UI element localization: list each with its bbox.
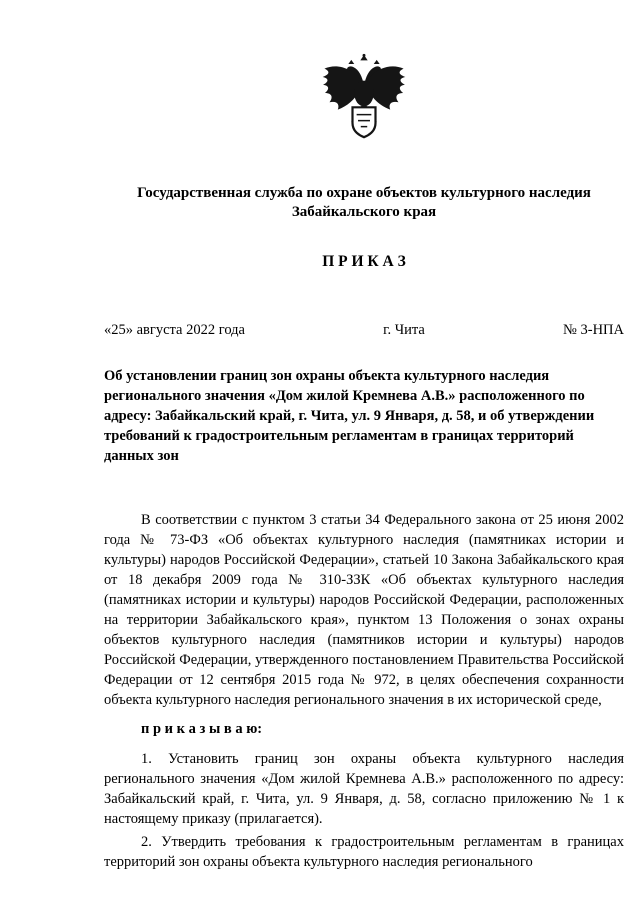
resolution-word: п р и к а з ы в а ю:	[141, 721, 263, 737]
coat-of-arms-icon	[318, 52, 410, 158]
order-item-1: 1. Установить границ зон охраны объекта культурного наследия регионального значения «Дом жилой Кремнева А.В.» расположенного по адресу: Забайкальский край, г. Чита, ул. 9 Января, д. 58, согласно приложению № 1 к настоящему приказу (прилагается).	[104, 751, 624, 827]
order-item-2: 2. Утвердить требования к градостроительным регламентам в границах территорий зон охраны объекта культурного наследия регионального	[104, 834, 624, 870]
doc-type-title: П Р И К А З	[322, 253, 406, 270]
doc-number: № 3-НПА	[563, 322, 624, 338]
preamble-paragraph: В соответствии с пунктом 3 статьи 34 Федерального закона от 25 июня 2002 года № 73-ФЗ «Об объектах культурного наследия (памятниках истории и культуры) народов Российской Федерации», статьей 10 Закона Забайкальского края от 18 декабря 2009 года № 310-ЗЗК «Об объектах культурного наследия (памятниках истории и культуры) народов Российской Федерации, расположенных на территории Забайкальского края», пунктом 13 Положения о зонах охраны объектов культурного наследия (памятников истории и культуры) народов Российской Федерации, утвержденного постановлением Правительства Российской Федерации от 12 сентября 2015 года № 972, в целях обеспечения сохранности объекта культурного наследия регионального значения в их исторической среде,	[104, 512, 624, 708]
date-line	[104, 320, 624, 340]
doc-city: г. Чита	[383, 322, 425, 338]
doc-date: «25» августа 2022 года	[104, 322, 245, 338]
doc-subject: Об установлении границ зон охраны объекта культурного наследия регионального значения «Дом жилой Кремнева А.В.» расположенного по адресу: Забайкальский край, г. Чита, ул. 9 Января, д. 58, и об утверждении требований к градостроительным регламентам в границах территорий данных зон	[104, 368, 595, 464]
emblem-container	[104, 52, 624, 164]
org-name: Государственная служба по охране объектов культурного наследия Забайкальского края	[137, 185, 591, 220]
